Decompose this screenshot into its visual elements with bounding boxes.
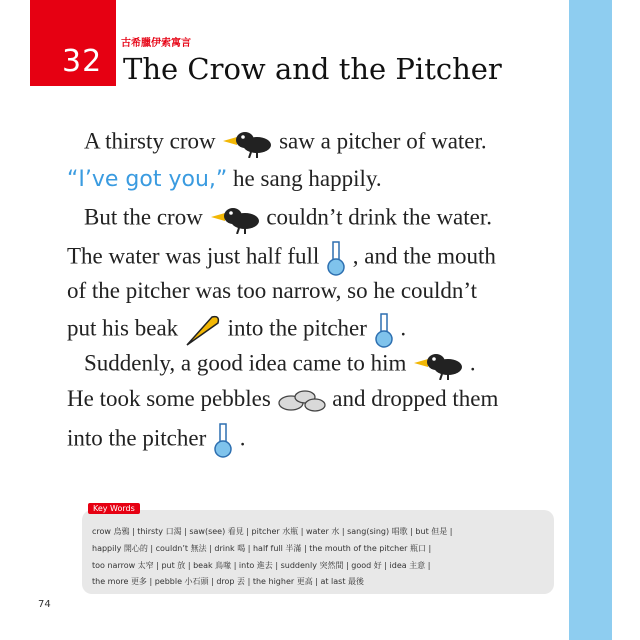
- story-line-8: [67, 386, 498, 414]
- beak-icon: [184, 313, 222, 347]
- story-text-span: A thirsty crow: [84, 128, 216, 154]
- story-line-3: [84, 204, 492, 234]
- page-title: The Crow and the Pitcher: [123, 52, 502, 86]
- story-text-span: He took some pebbles: [67, 386, 271, 411]
- story-text-span: into the pitcher: [227, 315, 367, 341]
- story-line-9: [67, 422, 246, 458]
- story-text-span: and dropped them: [332, 386, 499, 411]
- keywords-line-2: happily 開心的 | couldn’t 無法 | drink 喝 | half full 半滿 | the mouth of the pitcher 瓶口 |: [92, 544, 432, 553]
- series-subtitle: 古希臘伊索寓言: [121, 38, 191, 49]
- pebbles-icon: [277, 388, 327, 414]
- story-text-span: into the pitcher: [67, 425, 207, 451]
- story-line-7: [84, 350, 476, 380]
- story-line-5: of the pitcher was too narrow, so he couldn’t: [67, 278, 478, 303]
- crow-icon: [221, 128, 273, 158]
- keywords-line-1: crow 烏鴉 | thirsty 口渴 | saw(see) 看見 | pitcher 水瓶 | water 水 | sang(sing) 唱歌 | but 但是 |: [92, 527, 453, 536]
- story-text-span: .: [469, 350, 476, 376]
- pitcher-icon: [212, 422, 234, 458]
- story-text-span: couldn’t drink the water.: [266, 204, 492, 230]
- crow-icon: [209, 204, 261, 234]
- chapter-number: 32: [62, 44, 103, 79]
- story-text-span: saw a pitcher of water.: [279, 128, 487, 154]
- story-text-span: he sang happily.: [233, 166, 382, 191]
- story-text-span: , and the mouth: [352, 243, 496, 269]
- story-text-span: .: [239, 425, 246, 451]
- page-number: 74: [38, 599, 51, 610]
- pitcher-icon: [325, 240, 347, 276]
- keywords-line-3: too narrow 太窄 | put 放 | beak 鳥喙 | into 進去 | suddenly 突然間 | good 好 | idea 主意 |: [92, 561, 431, 570]
- keywords-tag: Key Words: [88, 503, 140, 514]
- story-text-span: put his beak: [67, 315, 179, 341]
- story-text-span: .: [400, 315, 407, 341]
- story-text-span: Suddenly, a good idea came to him: [84, 350, 407, 376]
- story-line-1: [84, 128, 487, 158]
- story-text-span: But the crow: [84, 204, 203, 230]
- pitcher-icon: [373, 312, 395, 348]
- quote-text: “I’ve got you,”: [67, 167, 228, 192]
- right-color-strip: [569, 0, 612, 640]
- story-text-span: The water was just half full: [67, 243, 320, 269]
- story-line-4: [67, 240, 496, 276]
- keywords-line-4: the more 更多 | pebble 小石頭 | drop 丟 | the higher 更高 | at last 最後: [92, 577, 365, 586]
- crow-icon: [412, 350, 464, 380]
- story-line-6: [67, 312, 406, 348]
- story-line-2: [67, 166, 382, 192]
